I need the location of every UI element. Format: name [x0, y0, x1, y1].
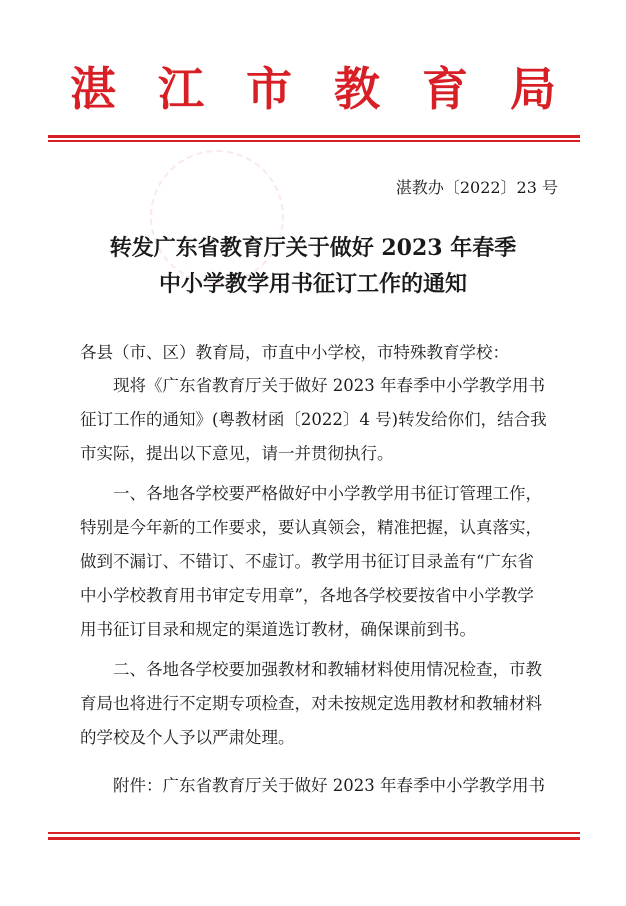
paragraph-1-line: 征订工作的通知》(粤教材函〔2022〕4 号)转发给你们，结合我 [80, 410, 547, 429]
masthead-char: 教 [334, 62, 380, 116]
paragraph-3-line: 二、各地各学校要加强教材和教辅材料使用情况检查，市教 [113, 660, 542, 679]
footer-rule-thick [48, 837, 580, 840]
paragraph-3-line: 的学校及个人予以严肃处理。 [80, 728, 295, 747]
document-number: 湛教办〔2022〕23 号 [395, 178, 558, 197]
attachment-line: 附件：广东省教育厅关于做好 2023 年春季中小学教学用书 [113, 776, 545, 795]
faint-seal-mark [150, 150, 284, 284]
masthead-char: 江 [158, 62, 204, 116]
masthead-char: 局 [510, 62, 556, 116]
paragraph-2-line: 用书征订目录和规定的渠道选订教材，确保课前到书。 [80, 620, 476, 639]
paragraph-3-line: 育局也将进行不定期专项检查，对未按规定选用教材和教辅材料 [80, 694, 542, 713]
masthead-char: 育 [422, 62, 468, 116]
paragraph-2-line: 特别是今年新的工作要求，要认真领会，精准把握，认真落实， [80, 518, 542, 537]
document-title-line-1: 转发广东省教育厅关于做好 2023 年春季 [109, 235, 517, 261]
document-title-line-2: 中小学教学用书征订工作的通知 [158, 271, 467, 297]
paragraph-2-line: 做到不漏订、不错订、不虚订。教学用书征订目录盖有“广东省 [80, 552, 534, 571]
masthead-char: 湛 [70, 62, 116, 116]
salutation: 各县（市、区）教育局，市直中小学校，市特殊教育学校： [80, 343, 509, 362]
issuer-masthead [70, 62, 556, 116]
paragraph-2-line: 一、各地各学校要严格做好中小学教学用书征订管理工作， [113, 484, 542, 503]
paragraph-1-line: 市实际，提出以下意见，请一并贯彻执行。 [80, 444, 394, 463]
masthead-rule-thin [48, 140, 580, 142]
footer-rule-thin [48, 832, 580, 834]
masthead-char: 市 [246, 62, 292, 116]
paragraph-2-line: 中小学校教育用书审定专用章”，各地各学校要按省中小学教学 [80, 586, 534, 605]
masthead-rule-thick [48, 135, 580, 138]
paragraph-1-line: 现将《广东省教育厅关于做好 2023 年春季中小学教学用书 [113, 376, 545, 395]
